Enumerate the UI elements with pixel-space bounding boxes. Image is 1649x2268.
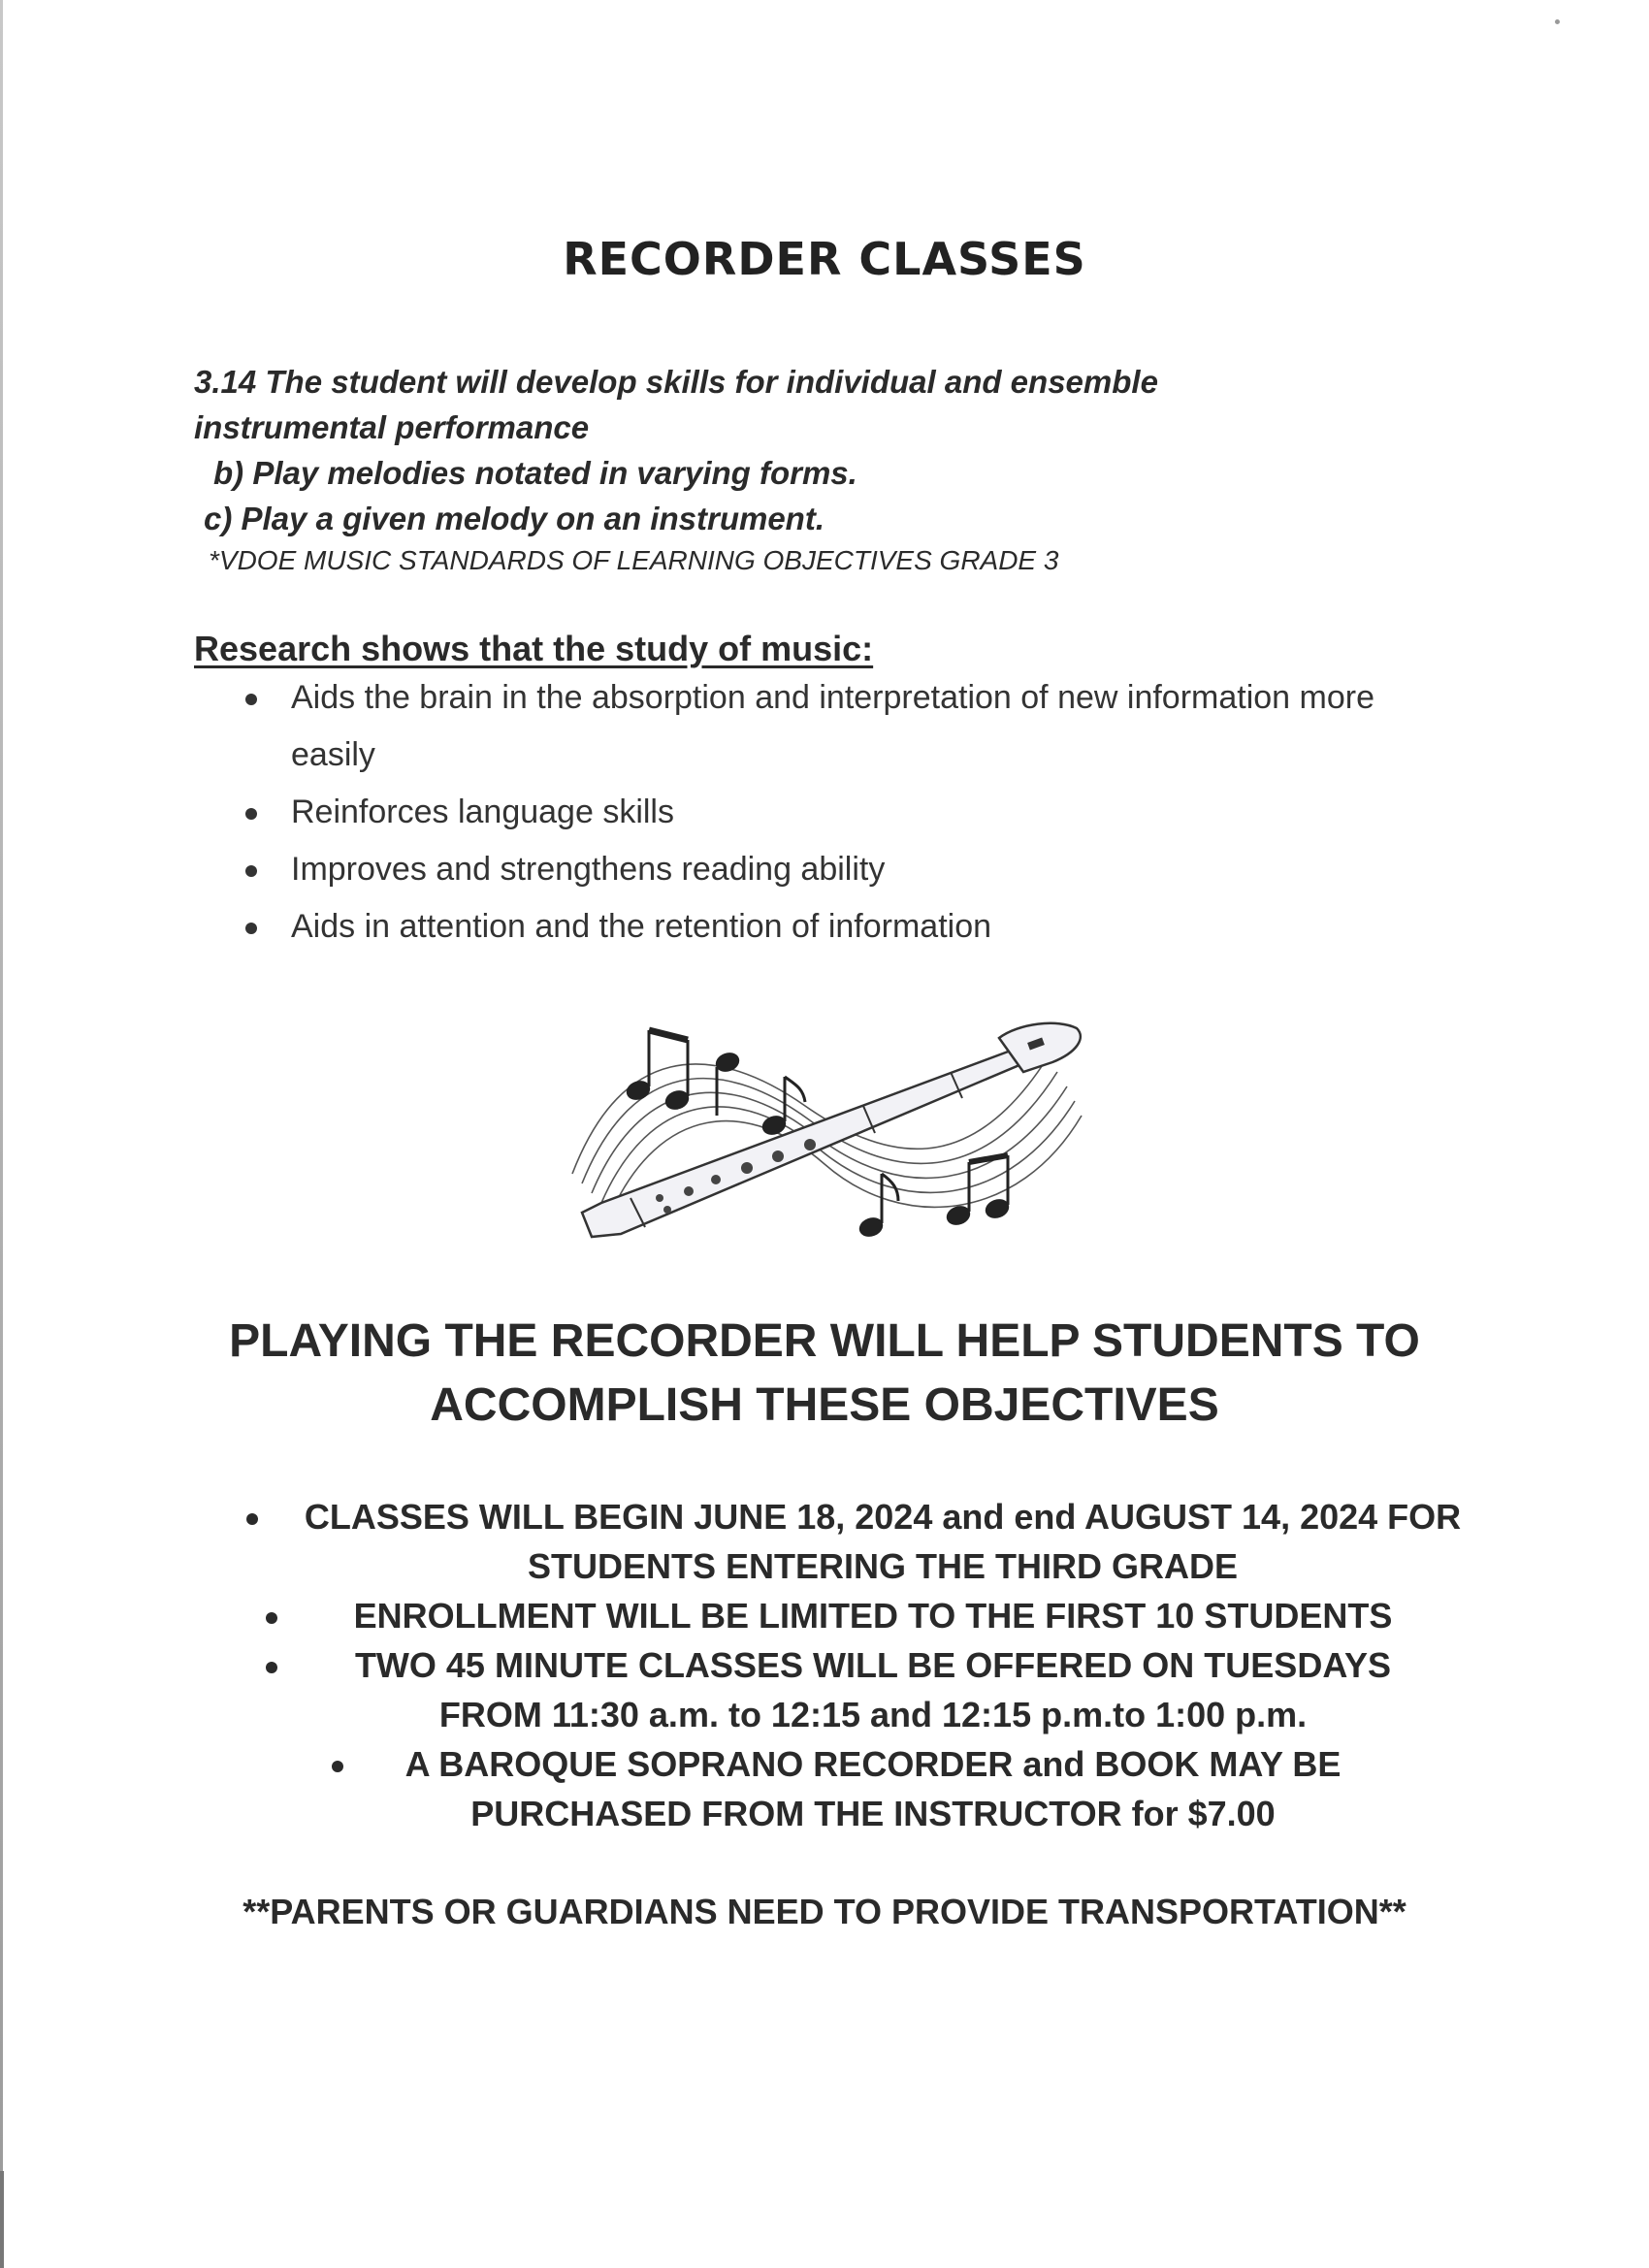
objectives-heading: [0, 1310, 1649, 1438]
standard-source: *VDOE MUSIC STANDARDS OF LEARNING OBJECTIVES GRADE 3: [209, 545, 1059, 575]
scan-left-edge-shadow: [0, 2171, 4, 2268]
transportation-note: **PARENTS OR GUARDIANS NEED TO PROVIDE TRANSPORTATION**: [242, 1892, 1406, 1931]
page-title: RECORDER CLASSES: [563, 233, 1086, 285]
class-detail-text: ENROLLMENT WILL BE LIMITED TO THE FIRST 10 STUDENTS: [353, 1596, 1393, 1636]
scan-speck: [1555, 19, 1560, 24]
class-detail-item: [223, 1492, 1484, 1591]
recorder-with-music-notes-icon: [563, 1019, 1086, 1261]
research-item: [242, 898, 1406, 956]
research-item-text: Reinforces language skills: [291, 794, 674, 830]
standard-line-1: 3.14 The student will develop skills for individual and ensemble: [194, 364, 1158, 400]
research-item-text: Aids in attention and the retention of information: [291, 908, 992, 945]
standard-item-c: c) Play a given melody on an instrument.: [204, 501, 824, 536]
class-detail-text: CLASSES WILL BEGIN JUNE 18, 2024 and end AUGUST 14, 2024 FOR STUDENTS ENTERING THE THIRD GRADE: [304, 1497, 1462, 1586]
class-details-list: [223, 1492, 1484, 1838]
standard-item-b: b) Play melodies notated in varying forms.: [213, 455, 857, 491]
research-item: [242, 669, 1406, 784]
research-list: [242, 669, 1406, 956]
learning-standard: [194, 359, 1455, 580]
research-item: [242, 841, 1406, 898]
research-item-text: Aids the brain in the absorption and interpretation of new information more easily: [291, 679, 1374, 773]
research-heading: Research shows that the study of music:: [194, 629, 874, 668]
class-detail-text: A BAROQUE SOPRANO RECORDER and BOOK MAY BE PURCHASED FROM THE INSTRUCTOR for $7.00: [404, 1744, 1342, 1833]
class-detail-item: [223, 1640, 1484, 1739]
standard-line-2: instrumental performance: [194, 409, 590, 445]
research-item: [242, 784, 1406, 841]
class-detail-item: [223, 1591, 1484, 1640]
objectives-heading-text: PLAYING THE RECORDER WILL HELP STUDENTS TO ACCOMPLISH THESE OBJECTIVES: [229, 1315, 1420, 1431]
class-detail-text: TWO 45 MINUTE CLASSES WILL BE OFFERED ON TUESDAYS FROM 11:30 a.m. to 12:15 and 12:15 p.m.to 1:00 p.m.: [354, 1645, 1392, 1734]
research-item-text: Improves and strengthens reading ability: [291, 851, 886, 888]
class-detail-item: [223, 1739, 1484, 1838]
